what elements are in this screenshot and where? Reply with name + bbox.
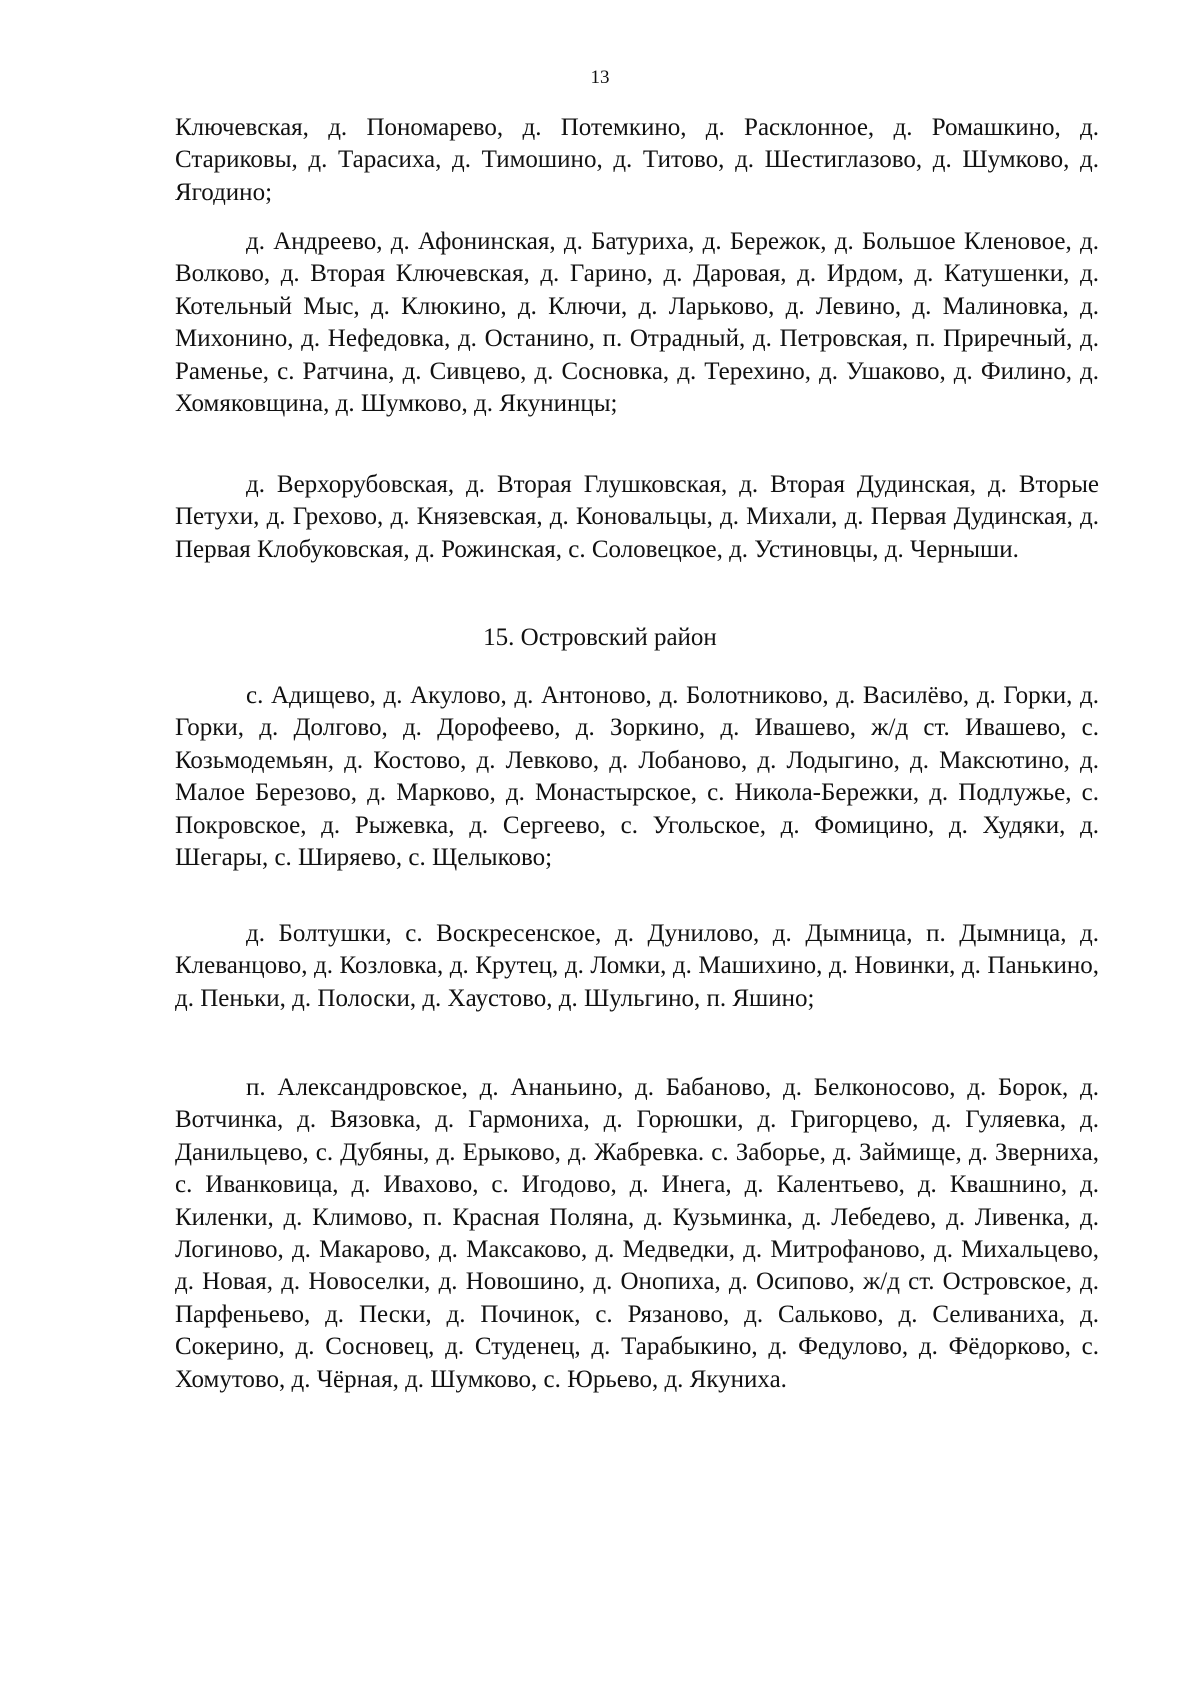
paragraph: Ключевская, д. Пономарево, д. Потемкино, д. Расклонное, д. Ромашкино, д. Стариковы, д. Тарасиха, д. Тимошино, д. Титово, д. Шестиглазово, д. Шумково, д. Ягодино; xyxy=(175,114,1099,206)
section-heading: 15. Островский район xyxy=(483,624,717,651)
paragraph-block xyxy=(175,469,1099,566)
paragraph-block xyxy=(175,680,1099,874)
page-number: 13 xyxy=(590,67,610,88)
paragraph: д. Андреево, д. Афонинская, д. Батуриха, д. Бережок, д. Большое Кленовое, д. Волково, д. Вторая Ключевская, д. Гарино, д. Даровая, д. Ирдом, д. Катушенки, д. Котельный Мыс, д. Клюкино, д. Ключи, д. Ларьково, д. Левино, д. Малиновка, д. Михонино, д. Нефедовка, д. Останино, п. Отрадный, д. Петровская, п. Приречный, д. Раменье, с. Ратчина, д. Сивцево, д. Сосновка, д. Терехино, д. Ушаково, д. Филино, д. Хомяковщина, д. Шумково, д. Якунинцы; xyxy=(175,228,1099,418)
paragraph-continuation xyxy=(175,112,1099,209)
paragraph-block xyxy=(175,226,1099,420)
paragraph: п. Александровское, д. Ананьино, д. Бабаново, д. Белконосово, д. Борок, д. Вотчинка, д. Вязовка, д. Гармониха, д. Горюшки, д. Григорцево, д. Гуляевка, д. Данильцево, с. Дубяны, д. Ерыково, д. Жабревка. с. Заборье, д. Займище, д. Зверниха, с. Иванковица, д. Ивахово, с. Игодово, д. Инега, д. Калентьево, д. Квашнино, д. Киленки, д. Климово, п. Красная Поляна, д. Кузьминка, д. Лебедево, д. Ливенка, д. Логиново, д. Макарово, д. Максаково, д. Медведки, д. Митрофаново, д. Михальцево, д. Новая, д. Новоселки, д. Новошино, д. Онопиха, д. Осипово, ж/д ст. Островское, д. Парфеньево, д. Пески, д. Починок, с. Рязаново, д. Сальково, д. Селиваниха, д. Сокерино, д. Сосновец, д. Студенец, д. Тарабыкино, д. Федулово, д. Фёдорково, с. Хомутово, д. Чёрная, д. Шумково, с. Юрьево, д. Якуниха. xyxy=(175,1074,1099,1393)
paragraph: с. Адищево, д. Акулово, д. Антоново, д. Болотниково, д. Василёво, д. Горки, д. Горки, д. Долгово, д. Дорофеево, д. Зоркино, д. Ивашево, ж/д ст. Ивашево, с. Козьмодемьян, д. Костово, д. Левково, д. Лобаново, д. Лодыгино, д. Максютино, д. Малое Березово, д. Марково, д. Монастырское, с. Никола-Бережки, д. Подлужье, с. Покровское, д. Рыжевка, д. Сергеево, с. Угольское, д. Фомицино, д. Худяки, д. Шегары, с. Ширяево, с. Щелыково; xyxy=(175,682,1099,872)
paragraph-block xyxy=(175,1072,1099,1396)
paragraph: д. Болтушки, с. Воскресенское, д. Дунилово, д. Дымница, п. Дымница, д. Клеванцово, д. Козловка, д. Крутец, д. Ломки, д. Машихино, д. Новинки, д. Панькино, д. Пеньки, д. Полоски, д. Хаустово, д. Шульгино, п. Яшино; xyxy=(175,920,1099,1012)
paragraph: д. Верхорубовская, д. Вторая Глушковская, д. Вторая Дудинская, д. Вторые Петухи, д. Грехово, д. Князевская, д. Коновальцы, д. Михали, д. Первая Дудинская, д. Первая Клобуковская, д. Рожинская, с. Соловецкое, д. Устиновцы, д. Черныши. xyxy=(175,471,1099,563)
paragraph-block xyxy=(175,918,1099,1015)
